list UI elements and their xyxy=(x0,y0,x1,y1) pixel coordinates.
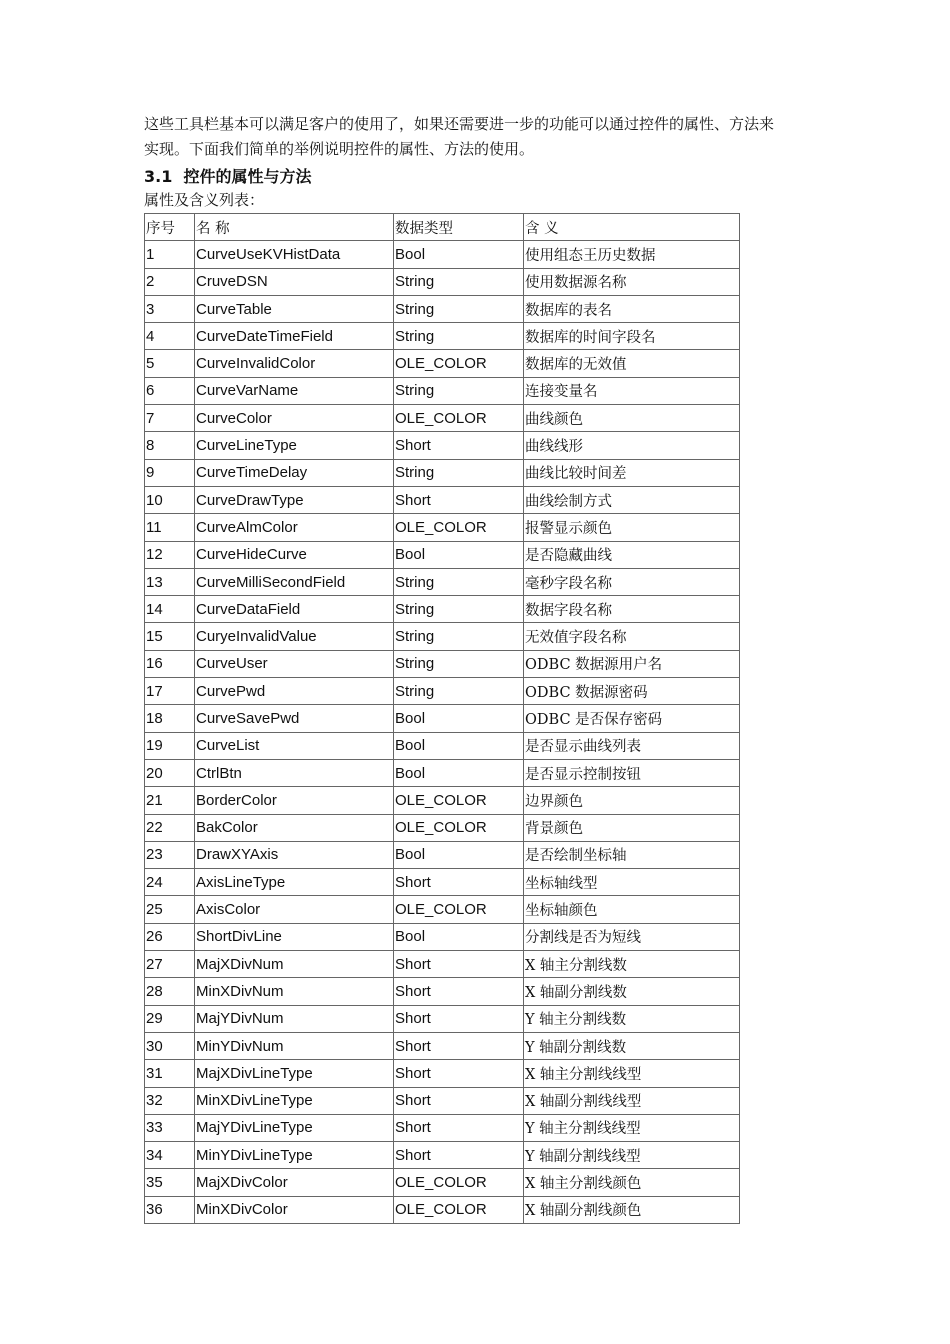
table-row xyxy=(145,432,740,459)
cell-index: 19 xyxy=(145,732,195,759)
table-row xyxy=(145,1005,740,1032)
cell-meaning: 毫秒字段名称 xyxy=(524,568,740,595)
cell-meaning: 报警显示颜色 xyxy=(524,514,740,541)
cell-name: CurveMilliSecondField xyxy=(195,568,394,595)
table-row xyxy=(145,268,740,295)
cell-index: 1 xyxy=(145,241,195,268)
cell-name: AxisColor xyxy=(195,896,394,923)
cell-name: MinYDivLineType xyxy=(195,1142,394,1169)
cell-type: OLE_COLOR xyxy=(394,1196,524,1223)
table-body xyxy=(145,241,740,1224)
table-row xyxy=(145,759,740,786)
cell-name: MajXDivLineType xyxy=(195,1060,394,1087)
cell-type: OLE_COLOR xyxy=(394,896,524,923)
cell-meaning: 使用数据源名称 xyxy=(524,268,740,295)
cell-meaning: 是否绘制坐标轴 xyxy=(524,841,740,868)
cell-index: 13 xyxy=(145,568,195,595)
table-row xyxy=(145,1196,740,1223)
cell-type: OLE_COLOR xyxy=(394,1169,524,1196)
table-row xyxy=(145,951,740,978)
cell-type: Short xyxy=(394,432,524,459)
table-row xyxy=(145,650,740,677)
table-row xyxy=(145,1169,740,1196)
cell-index: 2 xyxy=(145,268,195,295)
cell-type: Bool xyxy=(394,541,524,568)
intro-paragraph: 这些工具栏基本可以满足客户的使用了，如果还需要进一步的功能可以通过控件的属性、方法来实现。下面我们简单的举例说明控件的属性、方法的使用。 xyxy=(144,115,775,158)
table-row xyxy=(145,896,740,923)
cell-type: String xyxy=(394,678,524,705)
cell-name: DrawXYAxis xyxy=(195,841,394,868)
table-row xyxy=(145,1032,740,1059)
cell-name: CuryeInvalidValue xyxy=(195,623,394,650)
cell-index: 34 xyxy=(145,1142,195,1169)
table-row xyxy=(145,678,740,705)
header-type: 数据类型 xyxy=(394,214,524,241)
cell-name: MinXDivNum xyxy=(195,978,394,1005)
cell-meaning: X 轴副分割线线型 xyxy=(524,1087,740,1114)
cell-meaning: 坐标轴颜色 xyxy=(524,896,740,923)
cell-meaning: 连接变量名 xyxy=(524,377,740,404)
cell-name: CurveUseKVHistData xyxy=(195,241,394,268)
cell-index: 24 xyxy=(145,869,195,896)
cell-meaning: X 轴主分割线颜色 xyxy=(524,1169,740,1196)
cell-type: Short xyxy=(394,1005,524,1032)
cell-meaning: X 轴主分割线数 xyxy=(524,951,740,978)
cell-name: CurveTable xyxy=(195,295,394,322)
cell-name: CurveInvalidColor xyxy=(195,350,394,377)
table-row xyxy=(145,841,740,868)
cell-name: CurveSavePwd xyxy=(195,705,394,732)
cell-name: CurveLineType xyxy=(195,432,394,459)
cell-name: CurveUser xyxy=(195,650,394,677)
table-row xyxy=(145,514,740,541)
cell-meaning: Y 轴主分割线线型 xyxy=(524,1114,740,1141)
cell-index: 21 xyxy=(145,787,195,814)
header-index: 序号 xyxy=(145,214,195,241)
cell-name: CurveDataField xyxy=(195,596,394,623)
cell-index: 28 xyxy=(145,978,195,1005)
section-title: 控件的属性与方法 xyxy=(183,167,312,186)
cell-index: 3 xyxy=(145,295,195,322)
cell-index: 27 xyxy=(145,951,195,978)
cell-meaning: 曲线颜色 xyxy=(524,405,740,432)
cell-name: CruveDSN xyxy=(195,268,394,295)
cell-meaning: 是否显示控制按钮 xyxy=(524,759,740,786)
cell-meaning: 数据库的表名 xyxy=(524,295,740,322)
cell-name: MajYDivNum xyxy=(195,1005,394,1032)
cell-index: 7 xyxy=(145,405,195,432)
cell-index: 4 xyxy=(145,323,195,350)
cell-index: 12 xyxy=(145,541,195,568)
cell-type: Short xyxy=(394,1060,524,1087)
cell-meaning: ODBC 数据源密码 xyxy=(524,678,740,705)
cell-type: String xyxy=(394,650,524,677)
cell-name: CurveHideCurve xyxy=(195,541,394,568)
cell-type: OLE_COLOR xyxy=(394,787,524,814)
cell-type: Bool xyxy=(394,705,524,732)
cell-type: Bool xyxy=(394,732,524,759)
cell-type: OLE_COLOR xyxy=(394,514,524,541)
table-row xyxy=(145,1060,740,1087)
cell-meaning: Y 轴主分割线数 xyxy=(524,1005,740,1032)
cell-type: String xyxy=(394,377,524,404)
cell-index: 14 xyxy=(145,596,195,623)
cell-type: Short xyxy=(394,1142,524,1169)
cell-type: String xyxy=(394,323,524,350)
cell-meaning: 是否显示曲线列表 xyxy=(524,732,740,759)
table-row xyxy=(145,596,740,623)
table-row xyxy=(145,295,740,322)
table-row xyxy=(145,377,740,404)
cell-index: 11 xyxy=(145,514,195,541)
cell-index: 35 xyxy=(145,1169,195,1196)
cell-type: Short xyxy=(394,1032,524,1059)
cell-meaning: 数据字段名称 xyxy=(524,596,740,623)
cell-type: Bool xyxy=(394,241,524,268)
table-row xyxy=(145,814,740,841)
cell-name: BakColor xyxy=(195,814,394,841)
cell-index: 31 xyxy=(145,1060,195,1087)
cell-type: String xyxy=(394,459,524,486)
table-header-row xyxy=(145,214,740,241)
table-row xyxy=(145,1142,740,1169)
header-name: 名 称 xyxy=(195,214,394,241)
cell-type: OLE_COLOR xyxy=(394,350,524,377)
table-row xyxy=(145,241,740,268)
cell-name: MajXDivNum xyxy=(195,951,394,978)
cell-index: 30 xyxy=(145,1032,195,1059)
table-row xyxy=(145,405,740,432)
header-meaning: 含 义 xyxy=(524,214,740,241)
cell-meaning: ODBC 数据源用户名 xyxy=(524,650,740,677)
section-heading xyxy=(144,165,784,189)
section-number: 3.1 xyxy=(144,167,173,186)
cell-name: CurveList xyxy=(195,732,394,759)
cell-meaning: X 轴副分割线颜色 xyxy=(524,1196,740,1223)
cell-meaning: 使用组态王历史数据 xyxy=(524,241,740,268)
cell-meaning: ODBC 是否保存密码 xyxy=(524,705,740,732)
cell-index: 15 xyxy=(145,623,195,650)
table-row xyxy=(145,486,740,513)
cell-name: MinYDivNum xyxy=(195,1032,394,1059)
document-page xyxy=(144,112,784,1224)
table-row xyxy=(145,323,740,350)
cell-meaning: 是否隐藏曲线 xyxy=(524,541,740,568)
cell-type: Short xyxy=(394,1087,524,1114)
table-row xyxy=(145,1114,740,1141)
cell-type: Short xyxy=(394,1114,524,1141)
cell-index: 36 xyxy=(145,1196,195,1223)
cell-index: 33 xyxy=(145,1114,195,1141)
cell-meaning: X 轴副分割线数 xyxy=(524,978,740,1005)
cell-index: 23 xyxy=(145,841,195,868)
cell-meaning: 曲线比较时间差 xyxy=(524,459,740,486)
cell-index: 9 xyxy=(145,459,195,486)
cell-name: BorderColor xyxy=(195,787,394,814)
table-row xyxy=(145,869,740,896)
cell-index: 25 xyxy=(145,896,195,923)
cell-name: MajYDivLineType xyxy=(195,1114,394,1141)
cell-index: 26 xyxy=(145,923,195,950)
table-row xyxy=(145,923,740,950)
cell-name: CtrlBtn xyxy=(195,759,394,786)
cell-meaning: Y 轴副分割线数 xyxy=(524,1032,740,1059)
table-row xyxy=(145,787,740,814)
cell-name: AxisLineType xyxy=(195,869,394,896)
cell-meaning: 数据库的无效值 xyxy=(524,350,740,377)
cell-meaning: 曲线线形 xyxy=(524,432,740,459)
table-row xyxy=(145,459,740,486)
cell-name: CurveTimeDelay xyxy=(195,459,394,486)
cell-index: 17 xyxy=(145,678,195,705)
cell-type: Short xyxy=(394,869,524,896)
cell-name: CurveColor xyxy=(195,405,394,432)
cell-meaning: X 轴主分割线线型 xyxy=(524,1060,740,1087)
property-table xyxy=(144,213,740,1224)
cell-index: 16 xyxy=(145,650,195,677)
table-row xyxy=(145,541,740,568)
cell-name: MajXDivColor xyxy=(195,1169,394,1196)
cell-index: 10 xyxy=(145,486,195,513)
cell-name: CurvePwd xyxy=(195,678,394,705)
cell-type: Bool xyxy=(394,923,524,950)
cell-index: 6 xyxy=(145,377,195,404)
cell-type: Short xyxy=(394,486,524,513)
cell-name: MinXDivLineType xyxy=(195,1087,394,1114)
cell-meaning: 坐标轴线型 xyxy=(524,869,740,896)
cell-index: 29 xyxy=(145,1005,195,1032)
cell-index: 8 xyxy=(145,432,195,459)
table-row xyxy=(145,978,740,1005)
cell-type: String xyxy=(394,596,524,623)
cell-name: CurveDrawType xyxy=(195,486,394,513)
cell-type: Bool xyxy=(394,759,524,786)
cell-index: 18 xyxy=(145,705,195,732)
cell-index: 5 xyxy=(145,350,195,377)
table-caption: 属性及含义列表： xyxy=(144,191,265,209)
cell-type: String xyxy=(394,568,524,595)
cell-index: 20 xyxy=(145,759,195,786)
cell-index: 32 xyxy=(145,1087,195,1114)
cell-type: String xyxy=(394,268,524,295)
cell-type: Short xyxy=(394,951,524,978)
cell-name: CurveAlmColor xyxy=(195,514,394,541)
cell-meaning: 背景颜色 xyxy=(524,814,740,841)
cell-type: String xyxy=(394,623,524,650)
cell-type: Bool xyxy=(394,841,524,868)
cell-type: Short xyxy=(394,978,524,1005)
table-row xyxy=(145,350,740,377)
table-row xyxy=(145,1087,740,1114)
cell-meaning: 无效值字段名称 xyxy=(524,623,740,650)
table-row xyxy=(145,568,740,595)
cell-meaning: 曲线绘制方式 xyxy=(524,486,740,513)
cell-name: CurveDateTimeField xyxy=(195,323,394,350)
cell-type: OLE_COLOR xyxy=(394,405,524,432)
cell-name: CurveVarName xyxy=(195,377,394,404)
cell-meaning: 分割线是否为短线 xyxy=(524,923,740,950)
cell-type: String xyxy=(394,295,524,322)
cell-index: 22 xyxy=(145,814,195,841)
table-row xyxy=(145,623,740,650)
cell-meaning: 边界颜色 xyxy=(524,787,740,814)
cell-meaning: Y 轴副分割线线型 xyxy=(524,1142,740,1169)
table-row xyxy=(145,705,740,732)
cell-name: MinXDivColor xyxy=(195,1196,394,1223)
table-row xyxy=(145,732,740,759)
cell-type: OLE_COLOR xyxy=(394,814,524,841)
cell-name: ShortDivLine xyxy=(195,923,394,950)
cell-meaning: 数据库的时间字段名 xyxy=(524,323,740,350)
